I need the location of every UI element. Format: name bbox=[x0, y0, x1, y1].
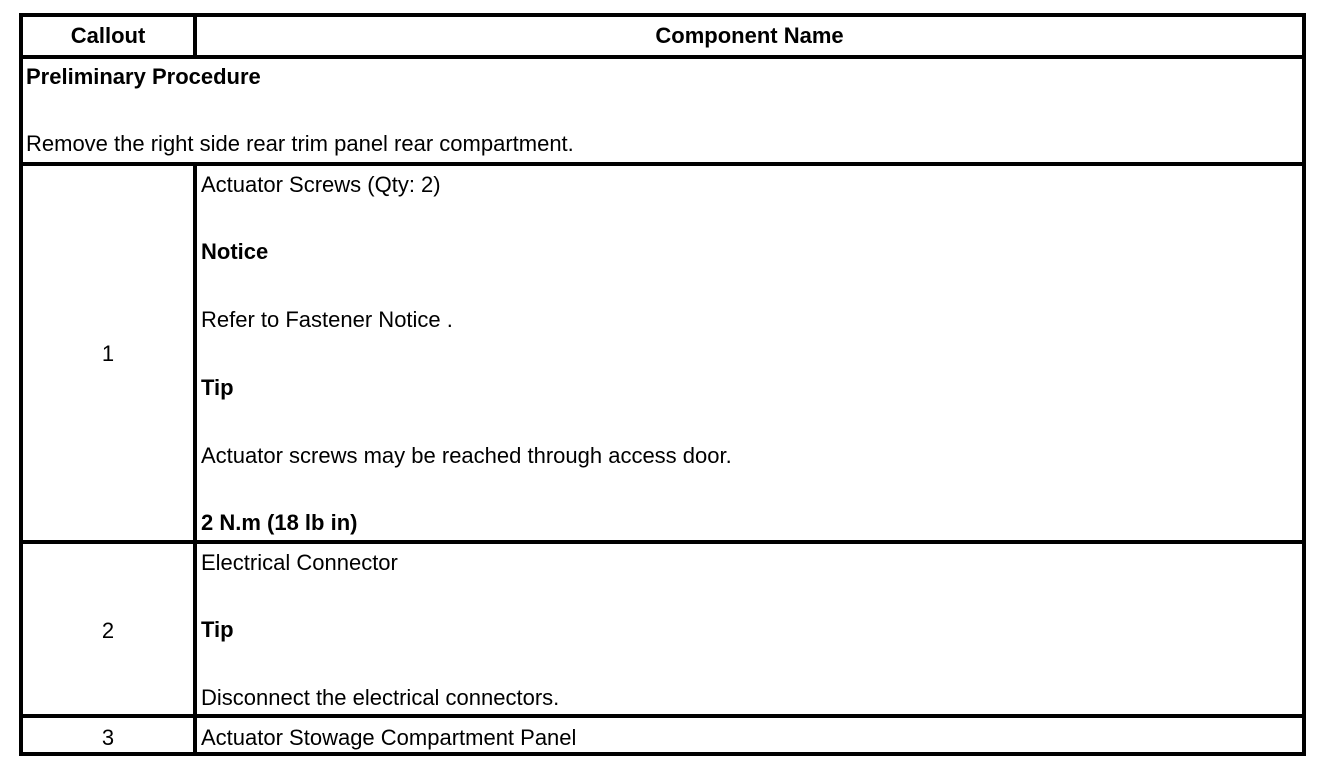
notice-text: Refer to Fastener Notice . bbox=[201, 307, 453, 332]
component-name: Actuator Screws (Qty: 2) bbox=[201, 172, 441, 197]
header-component-name: Component Name bbox=[655, 23, 844, 48]
tip-text: Disconnect the electrical connectors. bbox=[201, 685, 560, 710]
callout-number: 2 bbox=[101, 618, 115, 643]
row-divider bbox=[23, 162, 1302, 166]
row-divider bbox=[23, 714, 1302, 718]
procedure-table bbox=[19, 13, 1306, 756]
tip-heading: Tip bbox=[201, 375, 234, 400]
component-name: Electrical Connector bbox=[201, 550, 398, 575]
tip-heading: Tip bbox=[201, 617, 234, 642]
preliminary-heading: Preliminary Procedure bbox=[26, 64, 261, 89]
header-callout: Callout bbox=[70, 23, 146, 48]
tip-text: Actuator screws may be reached through access door. bbox=[201, 443, 732, 468]
notice-heading: Notice bbox=[201, 239, 269, 264]
callout-number: 3 bbox=[101, 725, 115, 750]
component-name: Actuator Stowage Compartment Panel bbox=[201, 725, 577, 750]
column-divider bbox=[193, 166, 197, 756]
row-divider bbox=[23, 540, 1302, 544]
callout-number: 1 bbox=[101, 341, 115, 366]
row-divider bbox=[23, 55, 1302, 59]
preliminary-text: Remove the right side rear trim panel rear compartment. bbox=[26, 131, 574, 156]
torque-spec: 2 N.m (18 lb in) bbox=[201, 510, 358, 535]
column-divider bbox=[193, 17, 197, 55]
